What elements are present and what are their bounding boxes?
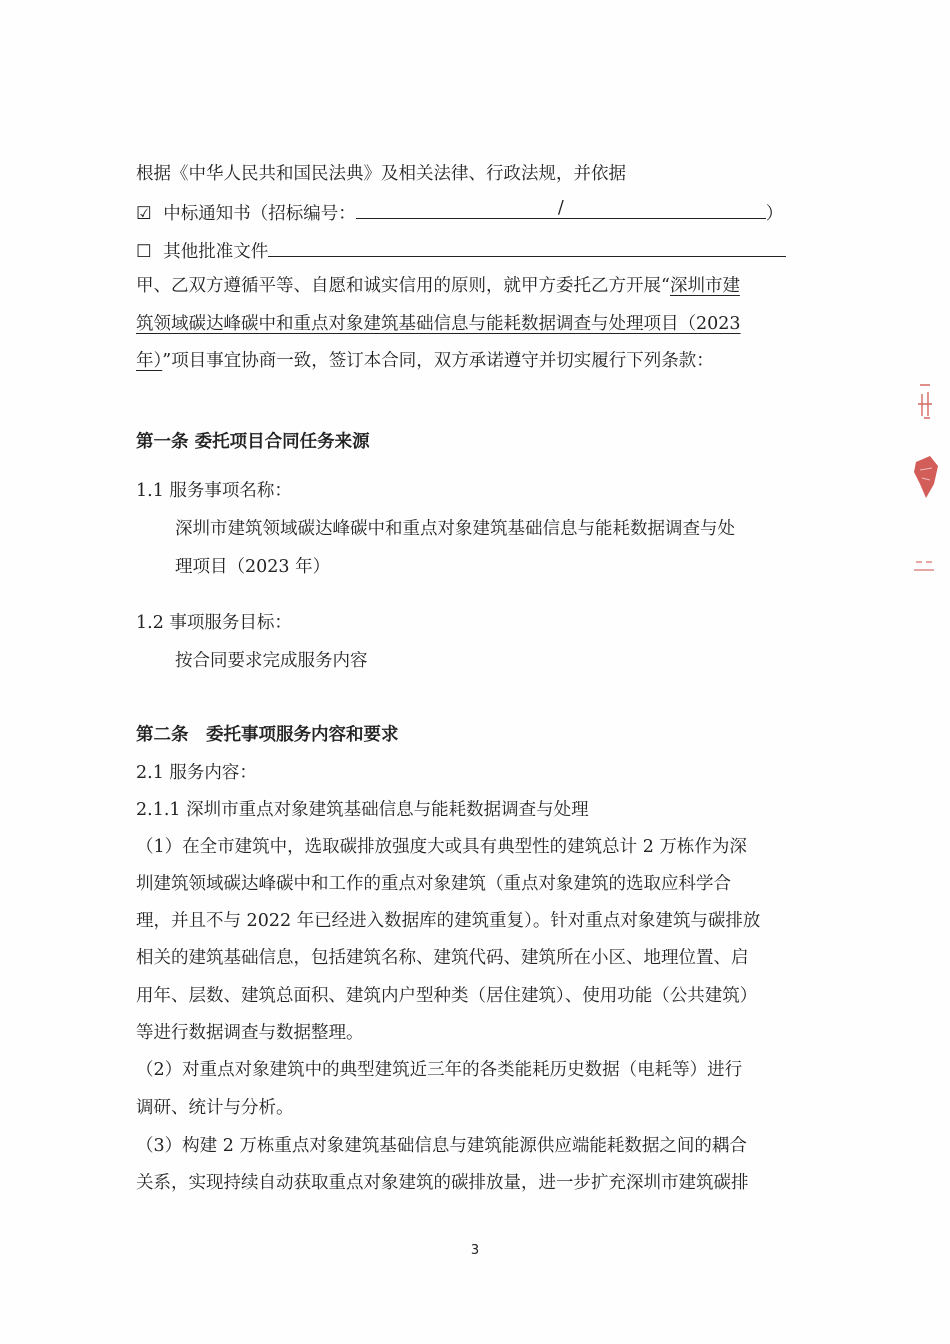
intro-paragraph-line xyxy=(136,349,714,373)
checkbox-checked-icon: ☑ xyxy=(136,204,152,224)
paragraph-line: 关系，实现持续自动获取重点对象建筑的碳排放量，进一步扩充深圳市建筑碳排 xyxy=(136,1173,749,1193)
text-span: ”项目事宜协商一致，签订本合同，双方承诺遵守并切实履行下列条款： xyxy=(162,351,714,371)
bid-number-value: / xyxy=(557,198,564,218)
intro-paragraph-line xyxy=(136,274,740,298)
page-number: 3 xyxy=(470,1243,480,1258)
section-2-1-1: 2.1.1 深圳市重点对象建筑基础信息与能耗数据调查与处理 xyxy=(136,800,589,820)
article-2-heading: 第二条 委托事项服务内容和要求 xyxy=(136,725,399,745)
section-1-2-text: 按合同要求完成服务内容 xyxy=(175,651,368,671)
paragraph-line: 等进行数据调查与数据整理。 xyxy=(136,1023,364,1043)
checkbox-row-other-docs xyxy=(136,238,786,264)
paragraph-line: （3）构建 2 万栋重点对象建筑基础信息与建筑能源供应端能耗数据之间的耦合 xyxy=(136,1136,747,1156)
paragraph-line: 用年、层数、建筑总面积、建筑内户型种类（居住建筑）、使用功能（公共建筑） xyxy=(136,986,758,1006)
other-docs-blank xyxy=(268,238,786,257)
bid-number-blank xyxy=(356,200,766,219)
section-1-1-text: 理项目（2023 年） xyxy=(175,557,331,577)
text-span: 甲、乙双方遵循平等、自愿和诚实信用的原则，就甲方委托乙方开展“ xyxy=(136,276,670,296)
seal-fragment-icon xyxy=(908,380,948,580)
section-1-2-label: 1.2 事项服务目标： xyxy=(136,613,292,633)
section-1-1-label: 1.1 服务事项名称： xyxy=(136,481,292,501)
project-name-underlined: 深圳市建 xyxy=(669,276,740,296)
paragraph-line: 圳建筑领域碳达峰碳中和工作的重点对象建筑（重点对象建筑的选取应科学合 xyxy=(136,874,731,894)
paragraph-line: 理，并且不与 2022 年已经进入数据库的建筑重复）。针对重点对象建筑与碳排放 xyxy=(136,911,761,931)
paragraph-line: （2）对重点对象建筑中的典型建筑近三年的各类能耗历史数据（电耗等）进行 xyxy=(136,1060,743,1080)
paragraph-line: 调研、统计与分析。 xyxy=(136,1098,294,1118)
checkbox-unchecked-icon: ☐ xyxy=(136,242,152,262)
project-name-underlined: 年） xyxy=(136,351,163,371)
section-1-1-text: 深圳市建筑领域碳达峰碳中和重点对象建筑基础信息与能耗数据调查与处 xyxy=(175,519,735,539)
article-1-heading: 第一条 委托项目合同任务来源 xyxy=(136,432,370,452)
intro-line: 根据《中华人民共和国民法典》及相关法律、行政法规，并依据 xyxy=(136,164,626,184)
checkbox-close: ） xyxy=(765,204,784,224)
project-name-underlined: 筑领域碳达峰碳中和重点对象建筑基础信息与能耗数据调查与处理项目（2023 xyxy=(136,314,741,334)
checkbox-label: 中标通知书（招标编号： xyxy=(163,204,356,224)
paragraph-line: 相关的建筑基础信息，包括建筑名称、建筑代码、建筑所在小区、地理位置、启 xyxy=(136,948,749,968)
checkbox-row-bid-notice xyxy=(136,200,783,226)
checkbox-label: 其他批准文件 xyxy=(163,242,269,262)
section-2-1: 2.1 服务内容： xyxy=(136,763,257,783)
paragraph-line: （1）在全市建筑中，选取碳排放强度大或具有典型性的建筑总计 2 万栋作为深 xyxy=(136,837,747,857)
